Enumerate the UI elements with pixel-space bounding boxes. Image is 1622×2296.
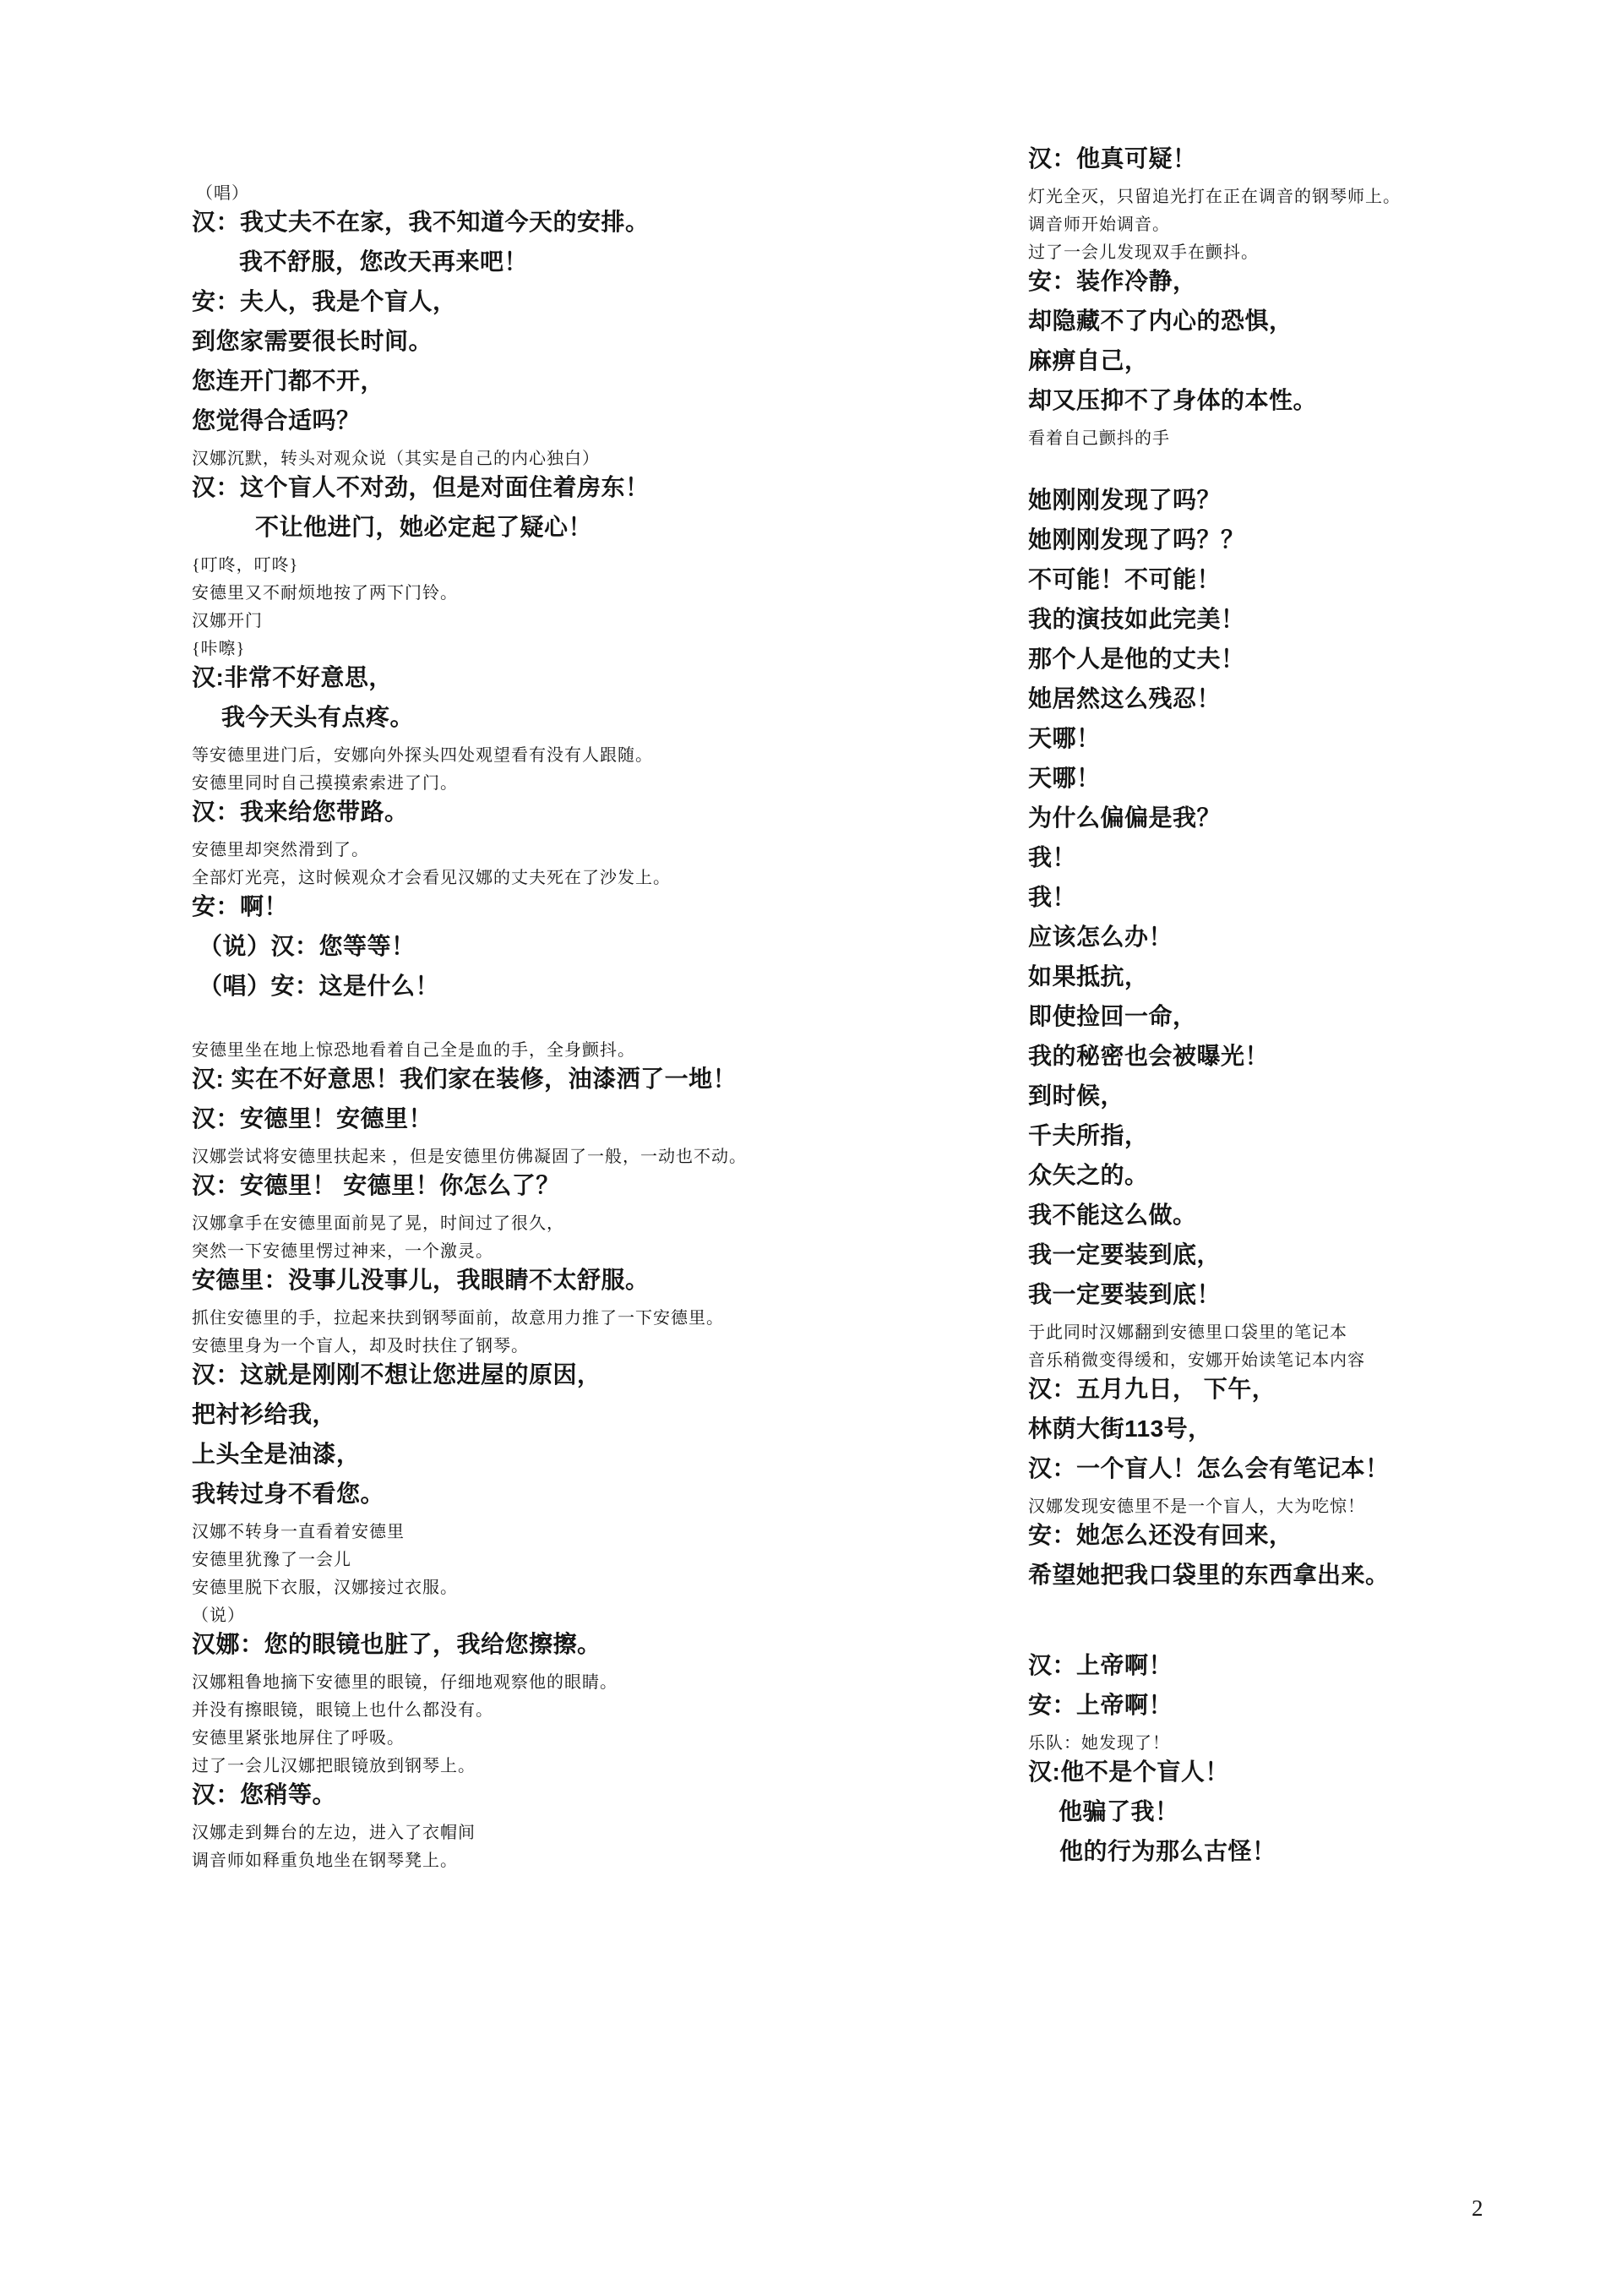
dialogue-line: 汉:他不是个盲人！ <box>1028 1759 1229 1785</box>
dialogue-line: 汉：安德里！安德里！ <box>192 1105 433 1132</box>
dialogue-line: 应该怎么办！ <box>1028 924 1173 950</box>
dialogue-line: 她刚刚发现了吗？？ <box>1028 526 1245 553</box>
dialogue-line: 如果抵抗， <box>1028 963 1149 990</box>
dialogue-line: 汉：五月九日， 下午， <box>1028 1376 1276 1402</box>
stage-direction: 音乐稍微变得缓和，安娜开始读笔记本内容 <box>1028 1351 1365 1370</box>
dialogue-line: 我的秘密也会被曝光！ <box>1028 1043 1270 1069</box>
dialogue-line: 汉：我丈夫不在家，我不知道今天的安排。 <box>192 209 650 235</box>
dialogue-line: 我转过身不看您。 <box>192 1481 385 1507</box>
dialogue-line: 汉：这就是刚刚不想让您进屋的原因， <box>192 1361 601 1388</box>
dialogue-line: 他的行为那么古怪！ <box>1059 1838 1276 1864</box>
stage-direction: 并没有擦眼镜，眼镜上也什么都没有。 <box>192 1701 493 1720</box>
dialogue-line: 汉：上帝啊！ <box>1028 1652 1173 1678</box>
spacer <box>192 1014 1104 1033</box>
dialogue-line: 汉：一个盲人！怎么会有笔记本！ <box>1028 1455 1390 1481</box>
left-column <box>192 176 1104 1876</box>
stage-direction: 过了一会儿汉娜把眼镜放到钢琴上。 <box>192 1757 476 1775</box>
stage-direction: 安德里犹豫了一会儿 <box>192 1551 351 1569</box>
dialogue-line: 她居然这么残忍！ <box>1028 685 1222 712</box>
dialogue-line: 安：装作冷静， <box>1028 268 1197 294</box>
dialogue-line: 麻痹自己， <box>1028 347 1149 374</box>
dialogue-line: 汉：您稍等。 <box>192 1781 337 1808</box>
dialogue-line: 我不能这么做。 <box>1028 1202 1197 1228</box>
dialogue-line: 天哪！ <box>1028 765 1101 791</box>
stage-direction: 乐队：她发现了！ <box>1028 1734 1170 1753</box>
dialogue-line: 汉：安德里！ 安德里！你怎么了？ <box>192 1172 560 1198</box>
stage-direction: 安德里身为一个盲人，却及时扶住了钢琴。 <box>192 1337 529 1355</box>
dialogue-line: 却隐藏不了内心的恐惧， <box>1028 308 1293 334</box>
dialogue-line: 千夫所指， <box>1028 1122 1149 1148</box>
dialogue-line: 我一定要装到底， <box>1028 1241 1222 1268</box>
stage-direction: 看着自己颤抖的手 <box>1028 429 1170 448</box>
stage-direction: 突然一下安德里愣过神来，一个激灵。 <box>192 1242 493 1261</box>
dialogue-line: 众矢之的。 <box>1028 1162 1149 1188</box>
dialogue-line: 她刚刚发现了吗？ <box>1028 487 1222 513</box>
page-number: 2 <box>1472 2195 1483 2221</box>
stage-direction: 安德里却突然滑到了。 <box>192 841 369 859</box>
dialogue-line: 汉娜：您的眼镜也脏了，我给您擦擦。 <box>192 1631 601 1657</box>
spacer <box>1028 454 1619 482</box>
dialogue-line: 安：啊！ <box>192 893 289 919</box>
dialogue-line: 上头全是油漆， <box>192 1441 361 1467</box>
dialogue-line: 他骗了我！ <box>1059 1798 1179 1824</box>
dialogue-line: 不让他进门，她必定起了疑心！ <box>255 514 593 540</box>
dialogue-line: 安：上帝啊！ <box>1028 1692 1173 1718</box>
stage-direction: 灯光全灭，只留追光打在正在调音的钢琴师上。 <box>1028 188 1401 206</box>
dialogue-line: 却又压抑不了身体的本性。 <box>1028 387 1318 413</box>
dialogue-line: 到时候， <box>1028 1083 1125 1109</box>
spacer <box>1028 1603 1619 1647</box>
stage-direction: 安德里同时自己摸摸索索进了门。 <box>192 774 458 793</box>
dialogue-line: 把衬衫给我， <box>192 1401 337 1427</box>
dialogue-line: 汉: 实在不好意思！我们家在装修，油漆洒了一地！ <box>192 1066 738 1092</box>
stage-direction: 等安德里进门后，安娜向外探头四处观望看有没有人跟随。 <box>192 746 653 765</box>
dialogue-line: 汉：他真可疑！ <box>1028 145 1197 172</box>
stage-direction: 汉娜走到舞台的左边，进入了衣帽间 <box>192 1824 476 1842</box>
right-column <box>1028 140 1619 1879</box>
dialogue-line: 为什么偏偏是我？ <box>1028 804 1222 831</box>
dialogue-line: 汉:非常不好意思， <box>192 664 393 690</box>
dialogue-line: 希望她把我口袋里的东西拿出来。 <box>1028 1562 1390 1588</box>
stage-direction: （唱） <box>196 184 249 203</box>
stage-direction: {叮咚，叮咚} <box>192 556 299 575</box>
stage-direction: 调音师开始调音。 <box>1028 215 1170 234</box>
dialogue-line: 汉：我来给您带路。 <box>192 799 409 825</box>
stage-direction: 抓住安德里的手，拉起来扶到钢琴面前，故意用力推了一下安德里。 <box>192 1309 724 1328</box>
dialogue-line: 到您家需要很长时间。 <box>192 328 433 354</box>
stage-direction: 全部灯光亮，这时候观众才会看见汉娜的丈夫死在了沙发上。 <box>192 869 671 887</box>
dialogue-line: 那个人是他的丈夫！ <box>1028 646 1245 672</box>
stage-direction: 汉娜尝试将安德里扶起来 ，但是安德里仿佛凝固了一般，一动也不动。 <box>192 1148 747 1166</box>
stage-direction: 汉娜开门 <box>192 612 263 630</box>
dialogue-line: 汉：这个盲人不对劲，但是对面住着房东！ <box>192 474 650 500</box>
stage-direction: 汉娜不转身一直看着安德里 <box>192 1523 405 1541</box>
stage-direction: （说） <box>192 1606 245 1625</box>
dialogue-line: 即使捡回一命， <box>1028 1003 1197 1029</box>
stage-direction: 安德里又不耐烦地按了两下门铃。 <box>192 584 458 603</box>
stage-direction: 于此同时汉娜翻到安德里口袋里的笔记本 <box>1028 1323 1347 1342</box>
stage-direction: 调音师如释重负地坐在钢琴凳上。 <box>192 1852 458 1870</box>
dialogue-line: 我！ <box>1028 884 1077 910</box>
dialogue-line: 您觉得合适吗？ <box>192 407 361 434</box>
dialogue-line: 我的演技如此完美！ <box>1028 606 1245 632</box>
dialogue-line: 我不舒服，您改天再来吧！ <box>239 248 529 275</box>
stage-direction: 过了一会儿发现双手在颤抖。 <box>1028 243 1259 262</box>
dialogue-line: 安：她怎么还没有回来， <box>1028 1522 1293 1548</box>
dialogue-line: 林荫大街113号， <box>1028 1415 1212 1442</box>
dialogue-line: （唱）安：这是什么！ <box>199 973 440 999</box>
dialogue-line: 我今天头有点疼。 <box>221 704 415 730</box>
dialogue-line: （说）汉：您等等！ <box>199 933 416 959</box>
stage-direction: 汉娜拿手在安德里面前晃了晃，时间过了很久， <box>192 1214 564 1233</box>
dialogue-line: 安：夫人，我是个盲人， <box>192 288 457 314</box>
stage-direction: 汉娜沉默，转头对观众说（其实是自己的内心独白） <box>192 450 600 468</box>
stage-direction: 汉娜发现安德里不是一个盲人，大为吃惊！ <box>1028 1497 1365 1516</box>
dialogue-line: 安德里：没事儿没事儿，我眼睛不太舒服。 <box>192 1267 650 1293</box>
stage-direction: 安德里脱下衣服，汉娜接过衣服。 <box>192 1579 458 1597</box>
dialogue-line: 我一定要装到底！ <box>1028 1281 1222 1307</box>
dialogue-line: 我！ <box>1028 844 1077 870</box>
stage-direction: 安德里紧张地屏住了呼吸。 <box>192 1729 405 1748</box>
stage-direction: {咔嚓} <box>192 640 246 658</box>
dialogue-line: 不可能！不可能！ <box>1028 566 1222 592</box>
stage-direction: 安德里坐在地上惊恐地看着自己全是血的手，全身颤抖。 <box>192 1041 635 1060</box>
dialogue-line: 天哪！ <box>1028 725 1101 751</box>
dialogue-line: 您连开门都不开， <box>192 368 385 394</box>
stage-direction: 汉娜粗鲁地摘下安德里的眼镜，仔细地观察他的眼睛。 <box>192 1673 618 1692</box>
